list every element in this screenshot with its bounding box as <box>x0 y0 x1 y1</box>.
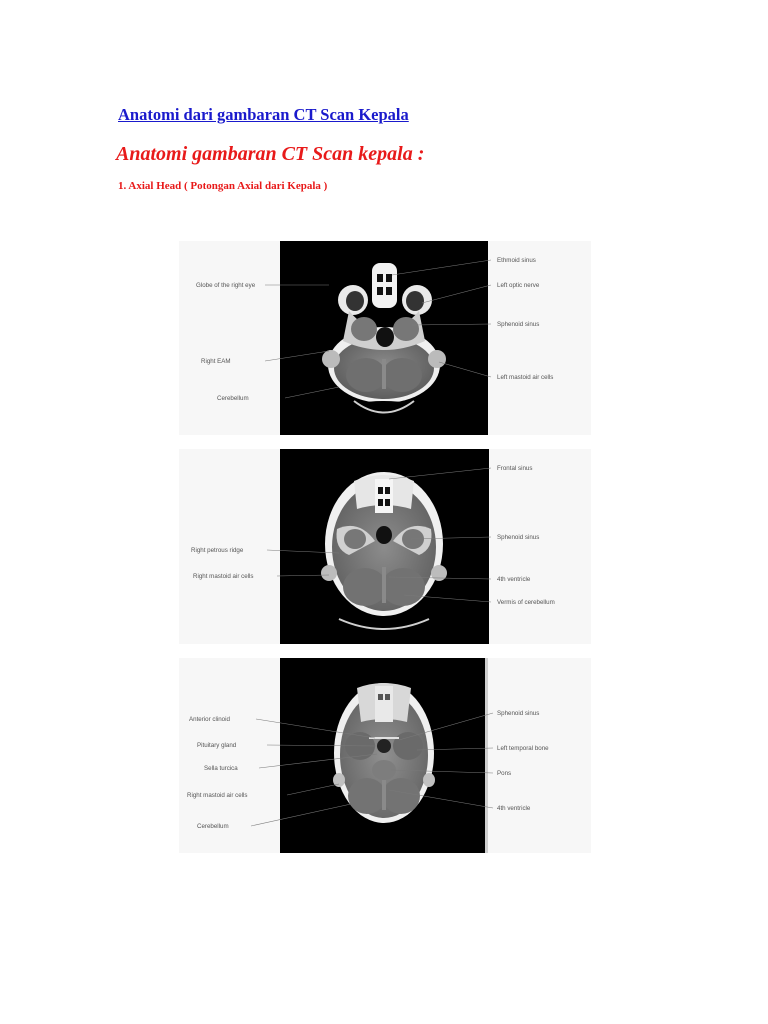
label-pons: Pons <box>497 770 512 777</box>
ct-scan-shape <box>393 317 419 341</box>
ct-scan-shape <box>385 694 390 700</box>
ct-scan-shape <box>386 287 392 295</box>
label-sphenoid-sinus: Sphenoid sinus <box>497 321 540 328</box>
label-cerebellum: Cerebellum <box>217 395 249 402</box>
label-4th-ventricle: 4th ventricle <box>497 805 531 812</box>
ct-scan-shape <box>321 565 337 581</box>
ct-scan-shape <box>382 780 386 810</box>
label-left-optic-nerve: Left optic nerve <box>497 282 540 289</box>
ct-scan-shape <box>431 565 447 581</box>
ct-scan-shape <box>382 778 420 814</box>
label-anterior-clinoid: Anterior clinoid <box>189 716 230 723</box>
ct-scan-shape <box>382 567 386 603</box>
label-4th-ventricle: 4th ventricle <box>497 576 531 583</box>
ct-scan-shape <box>378 694 383 700</box>
ct-scan-figure-3 <box>179 658 591 853</box>
ct-scan-shape <box>372 263 397 308</box>
section-subheading: 1. Axial Head ( Potongan Axial dari Kepala ) <box>118 180 328 192</box>
label-sphenoid-sinus: Sphenoid sinus <box>497 710 540 717</box>
ct-scan-figure-2 <box>179 449 591 644</box>
ct-scan-shape <box>377 739 391 753</box>
ct-scan-shape <box>386 274 392 282</box>
ct-scan-shape <box>376 327 394 347</box>
document-title[interactable]: Anatomi dari gambaran CT Scan Kepala <box>118 105 409 124</box>
ct-scan-shape <box>423 773 435 787</box>
label-sella-turcica: Sella turcica <box>204 765 238 772</box>
label-left-mastoid-air-cells: Left mastoid air cells <box>497 374 554 381</box>
ct-scan-shape <box>348 778 386 814</box>
ct-scan-shape <box>322 350 340 368</box>
label-pituitary-gland: Pituitary gland <box>197 742 237 749</box>
label-vermis-of-cerebellum: Vermis of cerebellum <box>497 599 555 606</box>
label-right-petrous-ridge: Right petrous ridge <box>191 547 244 554</box>
ct-scan-shape <box>406 291 424 311</box>
ct-scan-shape <box>393 732 423 760</box>
ct-scan-shape <box>382 359 386 389</box>
ct-scan-shape <box>385 487 390 494</box>
label-right-mastoid-air-cells: Right mastoid air cells <box>193 573 254 580</box>
ct-scan-shape <box>377 274 383 282</box>
ct-scan-shape <box>378 487 383 494</box>
label-left-temporal-bone: Left temporal bone <box>497 745 549 752</box>
label-ethmoid-sinus: Ethmoid sinus <box>497 257 536 264</box>
ct-scan-shape <box>376 526 392 544</box>
label-sphenoid-sinus: Sphenoid sinus <box>497 534 540 541</box>
ct-scan-figure-1 <box>179 241 591 435</box>
ct-scan-shape <box>377 287 383 295</box>
ct-scan-shape <box>375 686 393 722</box>
ct-scan-shape <box>344 529 366 549</box>
ct-scan-shape <box>382 358 422 392</box>
ct-scan-shape <box>385 499 390 506</box>
ct-scan-shape <box>485 658 488 853</box>
label-right-eam: Right EAM <box>201 358 231 365</box>
ct-scan-shape <box>343 568 387 606</box>
ct-scan-shape <box>375 479 393 513</box>
ct-scan-shape <box>428 350 446 368</box>
ct-scan-shape <box>346 358 386 392</box>
ct-scan-shape <box>346 291 364 311</box>
label-cerebellum: Cerebellum <box>197 823 229 830</box>
label-right-mastoid-air-cells: Right mastoid air cells <box>187 792 248 799</box>
label-frontal-sinus: Frontal sinus <box>497 465 533 472</box>
label-globe-right-eye: Globe of the right eye <box>196 282 256 289</box>
ct-scan-shape <box>351 317 377 341</box>
ct-scan-shape <box>378 499 383 506</box>
ct-scan-shape <box>381 568 425 606</box>
document-heading: Anatomi gambaran CT Scan kepala : <box>116 143 425 165</box>
